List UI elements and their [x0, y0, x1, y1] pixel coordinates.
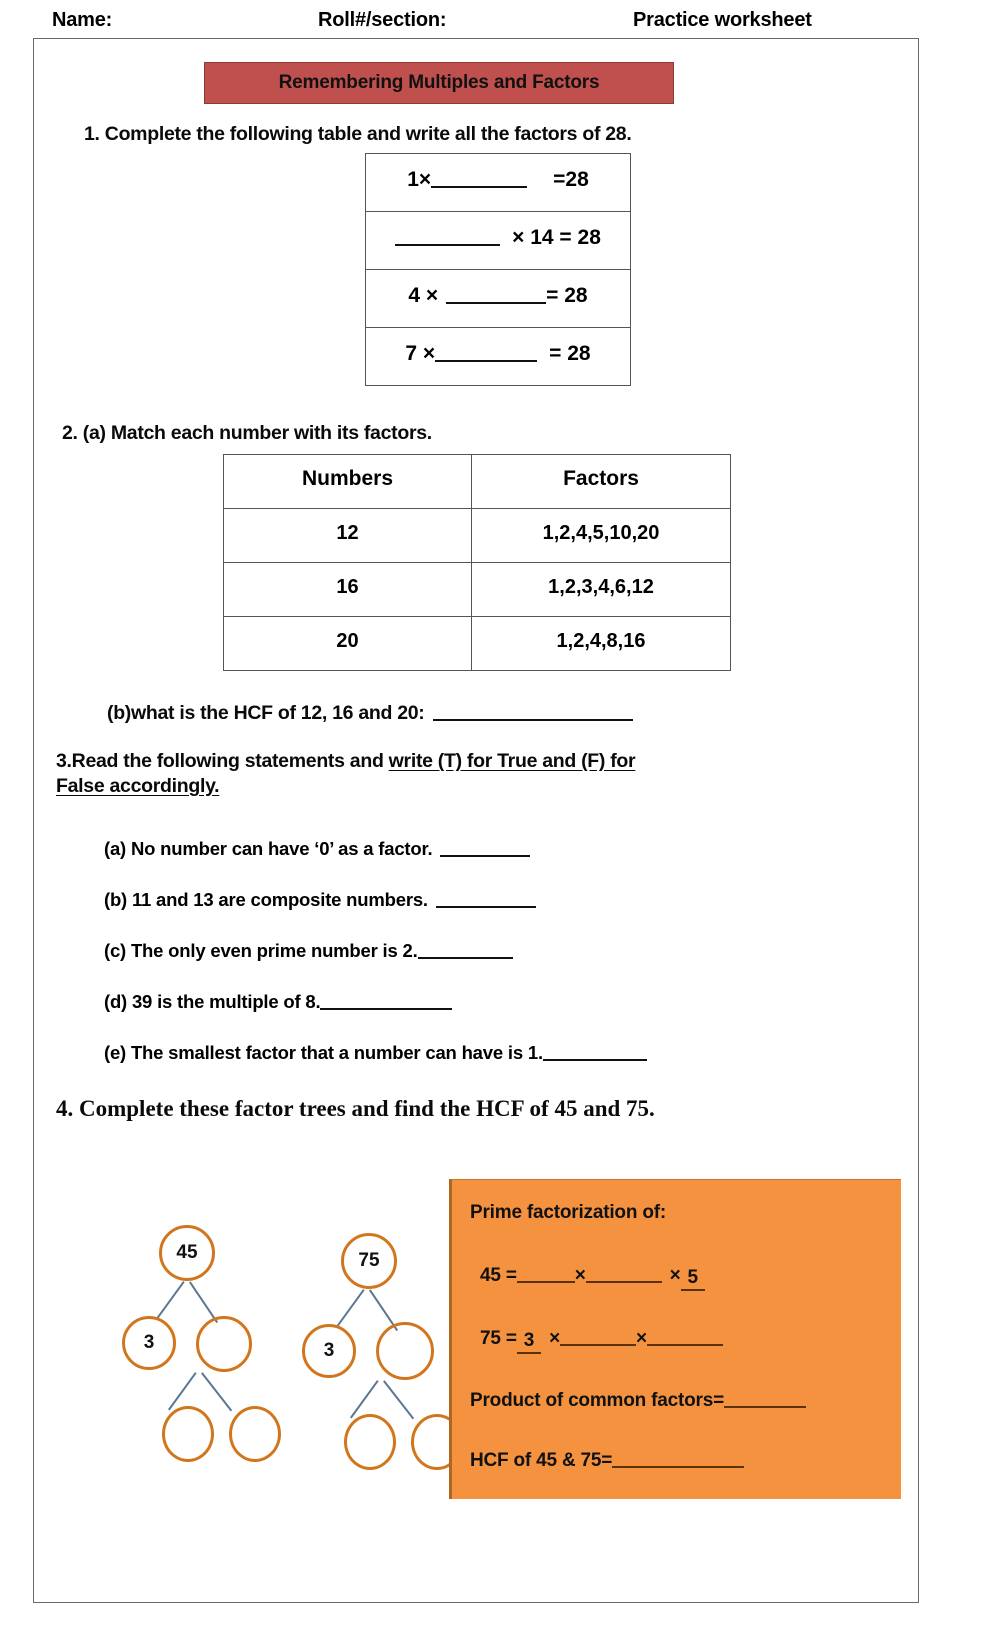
pf-45-value: 5: [681, 1267, 705, 1291]
worksheet-frame: [33, 38, 919, 1603]
tree-45-edge-right-right: [201, 1372, 232, 1411]
column-header-numbers: Numbers: [224, 455, 472, 509]
q1-row-4-blank[interactable]: [435, 360, 537, 362]
prime-factorization-45-line: [480, 1265, 705, 1291]
tree-75-edge-root-left: [336, 1289, 365, 1328]
question-3-item-a-blank[interactable]: [440, 855, 530, 857]
practice-worksheet-label: Practice worksheet: [633, 8, 812, 31]
question-3-item-b-text: (b) 11 and 13 are composite numbers.: [104, 889, 428, 910]
q1-row-3-post: = 28: [546, 283, 588, 307]
question-3-item-c: [104, 940, 513, 962]
question-4-heading: 4. Complete these factor trees and find the HCF of 45 and 75.: [56, 1096, 655, 1121]
question-2b: [107, 701, 633, 726]
tree-45-left-node[interactable]: [122, 1316, 176, 1370]
pf-45-blank-1[interactable]: [517, 1281, 575, 1283]
prime-factorization-title: Prime factorization of:: [470, 1202, 666, 1223]
product-of-common-factors-blank[interactable]: [724, 1406, 806, 1408]
q1-row-3-pre: 4 ×: [408, 283, 439, 307]
tree-45-left-value: 3: [143, 1332, 155, 1353]
table-row: [224, 563, 731, 617]
q1-row-2-blank[interactable]: [395, 244, 500, 246]
cell-number-3: 20: [224, 617, 472, 671]
title-banner: [204, 62, 674, 104]
question-3-heading-underlined-1: write (T) for True and (F) for: [388, 750, 636, 772]
tree-45-edge-root-left: [156, 1281, 185, 1320]
q1-row-4: [366, 328, 631, 386]
cell-number-2: 16: [224, 563, 472, 617]
table-row: [366, 212, 631, 270]
pf-75-blank-2[interactable]: [647, 1344, 723, 1346]
q1-row-1-blank[interactable]: [431, 186, 527, 188]
question-2b-label: (b)what is the HCF of 12, 16 and 20:: [107, 702, 425, 724]
hcf-result-label: HCF of 45 & 75=: [470, 1450, 613, 1471]
tree-75-grandchild-1-node[interactable]: [344, 1414, 396, 1470]
cell-factors-1: 1,2,4,5,10,20: [472, 509, 731, 563]
cell-number-1: 12: [224, 509, 472, 563]
question-3-item-c-text: (c) The only even prime number is 2.: [104, 940, 418, 961]
table-row: [366, 154, 631, 212]
table-row: [224, 509, 731, 563]
prime-factorization-box: [449, 1179, 901, 1499]
tree-75-edge-right-right: [383, 1380, 414, 1419]
factor-trees: [74, 1189, 504, 1529]
tree-45-edge-right-left: [168, 1372, 196, 1410]
q1-row-2: [366, 212, 631, 270]
question-3-heading-plain: 3.Read the following statements and: [56, 750, 389, 772]
tree-45-root-node[interactable]: [159, 1225, 215, 1281]
question-3-item-b: [104, 889, 536, 911]
tree-75-root-node[interactable]: [341, 1233, 397, 1289]
table-row: [366, 270, 631, 328]
q1-row-1-post: =28: [553, 167, 589, 191]
q1-row-2-mid: × 14 = 28: [512, 225, 601, 249]
tree-75-edge-right-left: [350, 1380, 378, 1418]
question-3-item-b-blank[interactable]: [436, 906, 536, 908]
product-of-common-factors-line: [470, 1390, 806, 1412]
pf-75-op-1: ×: [549, 1328, 560, 1349]
pf-45-blank-2[interactable]: [586, 1281, 662, 1283]
name-label: Name:: [52, 8, 113, 31]
product-of-common-factors-label: Product of common factors=: [470, 1390, 724, 1411]
question-2-heading: 2. (a) Match each number with its factors.: [62, 422, 432, 444]
question-3-heading: [56, 749, 896, 799]
hcf-result-blank[interactable]: [612, 1466, 744, 1468]
tree-45-right-node[interactable]: [196, 1316, 252, 1372]
pf-45-op-2: ×: [669, 1265, 681, 1286]
pf-45-op-1: ×: [574, 1265, 586, 1286]
question-3-item-c-blank[interactable]: [418, 957, 513, 959]
question-3-item-a: [104, 838, 530, 860]
table-header-row: [224, 455, 731, 509]
tree-45-grandchild-2-node[interactable]: [229, 1406, 281, 1462]
q1-row-4-pre: 7 ×: [405, 341, 436, 365]
question-3-item-e-blank[interactable]: [543, 1059, 647, 1061]
cell-factors-2: 1,2,3,4,6,12: [472, 563, 731, 617]
cell-factors-3: 1,2,4,8,16: [472, 617, 731, 671]
tree-45-root-value: 45: [176, 1242, 198, 1263]
question-3-item-d-text: (d) 39 is the multiple of 8.: [104, 991, 321, 1012]
numbers-factors-table: [223, 454, 731, 671]
q1-row-4-post: = 28: [549, 341, 591, 365]
question-3-item-d-blank[interactable]: [320, 1008, 452, 1010]
question-3-item-a-text: (a) No number can have ‘0’ as a factor.: [104, 838, 433, 859]
tree-75-right-node[interactable]: [376, 1322, 434, 1380]
page-header: [0, 2, 1000, 38]
question-3-item-d: [104, 991, 452, 1013]
tree-75-left-value: 3: [323, 1340, 335, 1361]
banner-title: Remembering Multiples and Factors: [278, 72, 600, 93]
q1-row-3-blank[interactable]: [446, 302, 546, 304]
q1-row-1-pre: 1×: [407, 167, 432, 191]
table-row: [366, 328, 631, 386]
q1-row-3: [366, 270, 631, 328]
question-3-item-e: [104, 1042, 647, 1064]
pf-75-value: 3: [517, 1330, 541, 1354]
question-3-item-e-text: (e) The smallest factor that a number can have is 1.: [104, 1042, 543, 1063]
question-1-heading: 1. Complete the following table and write all the factors of 28.: [84, 123, 632, 145]
question-3-heading-underlined-2: False accordingly.: [56, 774, 220, 797]
hcf-result-line: [470, 1450, 744, 1472]
factors-of-28-table: [365, 153, 631, 386]
pf-75-prefix: 75 =: [480, 1328, 517, 1349]
question-2b-answer-blank[interactable]: [433, 719, 633, 721]
roll-section-label: Roll#/section:: [318, 8, 447, 31]
tree-75-root-value: 75: [358, 1250, 380, 1271]
pf-75-blank-1[interactable]: [560, 1344, 636, 1346]
tree-75-left-node[interactable]: [302, 1324, 356, 1378]
q1-row-1: [366, 154, 631, 212]
prime-factorization-75-line: [480, 1328, 723, 1354]
pf-45-prefix: 45 =: [480, 1265, 517, 1286]
column-header-factors: Factors: [472, 455, 731, 509]
tree-45-grandchild-1-node[interactable]: [162, 1406, 214, 1462]
pf-75-op-2: ×: [636, 1328, 647, 1349]
table-row: [224, 617, 731, 671]
